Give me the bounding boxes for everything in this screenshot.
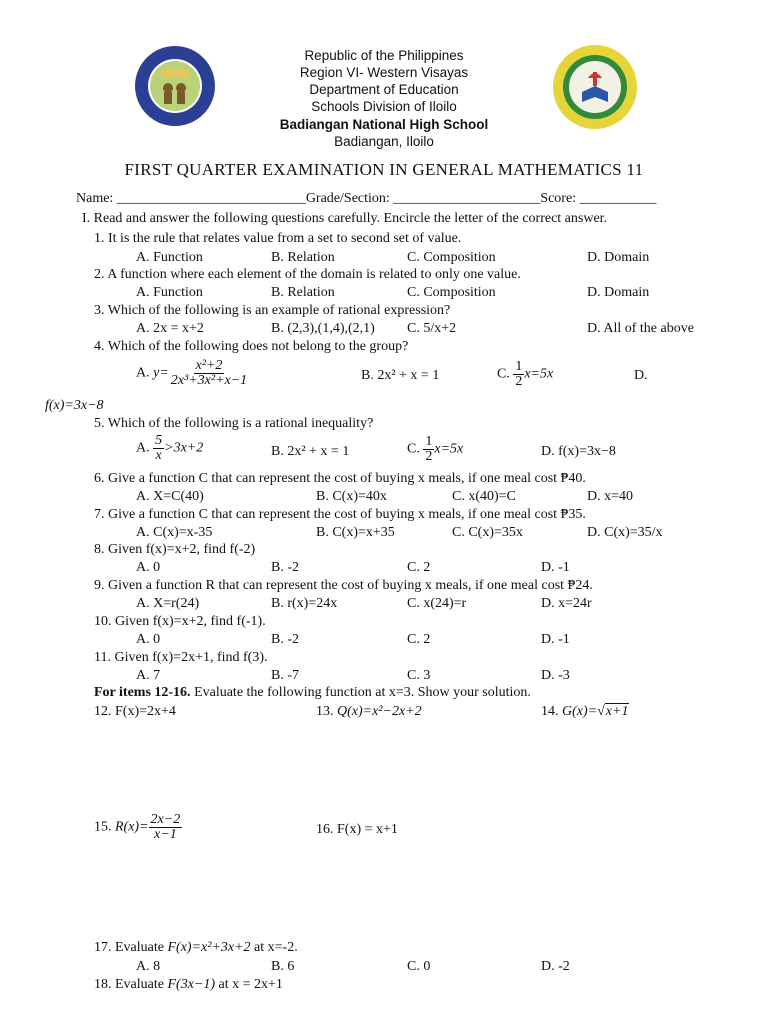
q10-option-a[interactable]: A. 0: [136, 632, 161, 647]
q5-option-d[interactable]: D. f(x)=3x−8: [541, 444, 616, 459]
q11-option-d[interactable]: D. -3: [541, 668, 570, 683]
q5-option-a[interactable]: [136, 434, 203, 463]
q15-denominator: x−1: [154, 827, 177, 842]
q4-a-fraction: [169, 359, 249, 388]
q10-option-d[interactable]: D. -1: [541, 632, 570, 647]
header-department: Department of Education: [309, 82, 459, 97]
q11-option-b[interactable]: B. -7: [271, 668, 299, 683]
q2-option-c[interactable]: C. Composition: [407, 285, 496, 300]
q4-option-d-expr: f(x)=3x−8: [45, 398, 104, 413]
q17-stem: 17. Evaluate: [94, 940, 164, 955]
q15-label: 15.: [94, 819, 112, 835]
q4-c-expr: x=5x: [524, 366, 554, 382]
question-3: 3. Which of the following is an example of rational expression?: [94, 303, 451, 318]
q15-fraction: [149, 813, 183, 842]
q4-a-denominator: 2x³+3x²+x−1: [170, 373, 248, 388]
q14-label: 14.: [541, 704, 559, 719]
q4-c-label: C.: [497, 366, 510, 382]
q13-expr: Q(x)=x²−2x+2: [337, 704, 422, 719]
header-republic: Republic of the Philippines: [304, 48, 464, 63]
q17-expr: F(x)=x²+3x+2: [167, 940, 251, 955]
question-2: 2. A function where each element of the domain is related to only one value.: [94, 267, 521, 282]
question-4: 4. Which of the following does not belong to the group?: [94, 339, 409, 354]
question-13: [316, 704, 422, 720]
q17-option-b[interactable]: B. 6: [271, 959, 295, 974]
q3-option-c[interactable]: C. 5/x+2: [407, 321, 457, 336]
question-5: 5. Which of the following is a rational inequality?: [94, 416, 374, 431]
q2-option-b[interactable]: B. Relation: [271, 285, 335, 300]
q7-option-a[interactable]: A. C(x)=x-35: [136, 525, 213, 540]
q11-option-a[interactable]: A. 7: [136, 668, 161, 683]
q13-label: 13.: [316, 704, 334, 719]
q5-a-fraction: $\frac{5}{x}$: [155, 433, 163, 463]
q11-option-c[interactable]: C. 3: [407, 668, 431, 683]
q4-option-c[interactable]: [497, 360, 553, 389]
q1-option-c[interactable]: C. Composition: [407, 250, 496, 265]
question-6: 6. Give a function C that can represent the cost of buying x meals, if one meal cost ₱40.: [94, 471, 586, 486]
q4-a-lhs: y=: [153, 365, 169, 381]
q3-option-b[interactable]: B. (2,3),(1,4),(2,1): [271, 321, 375, 336]
items-note-text: Evaluate the following function at x=3. Show your solution.: [190, 685, 531, 700]
q7-option-b[interactable]: B. C(x)=x+35: [316, 525, 395, 540]
header-region: Region VI- Western Visayas: [299, 65, 469, 80]
q17-option-c[interactable]: C. 0: [407, 959, 431, 974]
student-info-fields: Name: ___________________________Grade/Section: _____________________Score: ___________: [76, 191, 657, 206]
question-17: [94, 940, 298, 956]
q17-stem-end: at x=-2.: [254, 940, 298, 955]
question-1: 1. It is the rule that relates value from a set to second set of value.: [94, 231, 462, 246]
q9-option-a[interactable]: A. X=r(24): [136, 596, 200, 611]
q10-option-b[interactable]: B. -2: [271, 632, 299, 647]
q5-c-half: $\frac{1}{2}$: [425, 434, 433, 464]
q8-option-d[interactable]: D. -1: [541, 560, 570, 575]
q8-option-a[interactable]: A. 0: [136, 560, 161, 575]
question-15: [94, 813, 182, 842]
q1-option-d[interactable]: D. Domain: [587, 250, 650, 265]
q9-option-c[interactable]: C. x(24)=r: [407, 596, 467, 611]
q4-option-d[interactable]: D.: [634, 368, 648, 383]
q7-option-d[interactable]: D. C(x)=35/x: [587, 525, 663, 540]
q14-radicand: x+1: [605, 704, 629, 719]
question-9: 9. Given a function R that can represent the cost of buying x meals, if one meal cost ₱24.: [94, 578, 593, 593]
q17-option-a[interactable]: A. 8: [136, 959, 161, 974]
q18-stem-end: at x = 2x+1: [218, 977, 283, 992]
header-division: Schools Division of Iloilo: [311, 99, 457, 114]
q7-option-c[interactable]: C. C(x)=35x: [452, 525, 523, 540]
q5-option-b[interactable]: B. 2x² + x = 1: [271, 444, 350, 459]
q14-lhs: G(x)=: [562, 704, 598, 719]
q1-option-a[interactable]: A. Function: [136, 250, 203, 265]
q5-a-expr: >3x+2: [164, 440, 204, 456]
header-address: Badiangan, Iloilo: [334, 134, 434, 149]
question-16: 16. F(x) = x+1: [316, 822, 398, 837]
q1-option-b[interactable]: B. Relation: [271, 250, 335, 265]
q15-numerator: 2x−2: [150, 812, 181, 827]
q8-option-b[interactable]: B. -2: [271, 560, 299, 575]
q5-c-label: C.: [407, 441, 420, 457]
q6-option-b[interactable]: B. C(x)=40x: [316, 489, 387, 504]
q15-lhs: R(x)=: [115, 819, 149, 835]
q18-expr: F(3x−1): [167, 977, 216, 992]
q6-option-a[interactable]: A. X=C(40): [136, 489, 204, 504]
instructions: I. Read and answer the following questions carefully. Encircle the letter of the correct answer.: [82, 211, 608, 226]
q4-option-a[interactable]: [136, 359, 249, 388]
question-8: 8. Given f(x)=x+2, find f(-2): [94, 542, 256, 557]
q3-option-d[interactable]: D. All of the above: [587, 321, 694, 336]
q18-stem: 18. Evaluate: [94, 977, 164, 992]
q9-option-d[interactable]: D. x=24r: [541, 596, 592, 611]
header-school: Badiangan National High School: [279, 117, 489, 132]
items-note-bold: For items 12-16.: [94, 685, 191, 700]
question-18: [94, 977, 283, 993]
q2-option-a[interactable]: A. Function: [136, 285, 203, 300]
question-10: 10. Given f(x)=x+2, find f(-1).: [94, 614, 266, 629]
q4-a-label: A.: [136, 365, 150, 381]
q4-c-half: $\frac{1}{2}$: [515, 359, 523, 389]
exam-title: FIRST QUARTER EXAMINATION IN GENERAL MATHEMATICS 11: [124, 160, 644, 179]
q8-option-c[interactable]: C. 2: [407, 560, 431, 575]
q4-option-b[interactable]: B. 2x² + x = 1: [361, 368, 440, 383]
question-7: 7. Give a function C that can represent the cost of buying x meals, if one meal cost ₱35.: [94, 507, 586, 522]
question-11: 11. Given f(x)=2x+1, find f(3).: [94, 650, 268, 665]
q10-option-c[interactable]: C. 2: [407, 632, 431, 647]
q5-c-expr: x=5x: [434, 441, 464, 457]
q5-a-label: A.: [136, 440, 150, 456]
q9-option-b[interactable]: B. r(x)=24x: [271, 596, 338, 611]
q4-a-numerator: x²+2: [195, 358, 223, 373]
question-14: 14. G(x)=√x+1: [541, 704, 629, 719]
items-12-16-instruction: [94, 685, 531, 701]
q2-option-d[interactable]: D. Domain: [587, 285, 650, 300]
q6-option-d[interactable]: D. x=40: [587, 489, 634, 504]
q6-option-c[interactable]: C. x(40)=C: [452, 489, 516, 504]
q17-option-d[interactable]: D. -2: [541, 959, 570, 974]
question-12: 12. F(x)=2x+4: [94, 704, 176, 719]
q3-option-a[interactable]: A. 2x = x+2: [136, 321, 204, 336]
q5-option-c[interactable]: [407, 435, 463, 464]
